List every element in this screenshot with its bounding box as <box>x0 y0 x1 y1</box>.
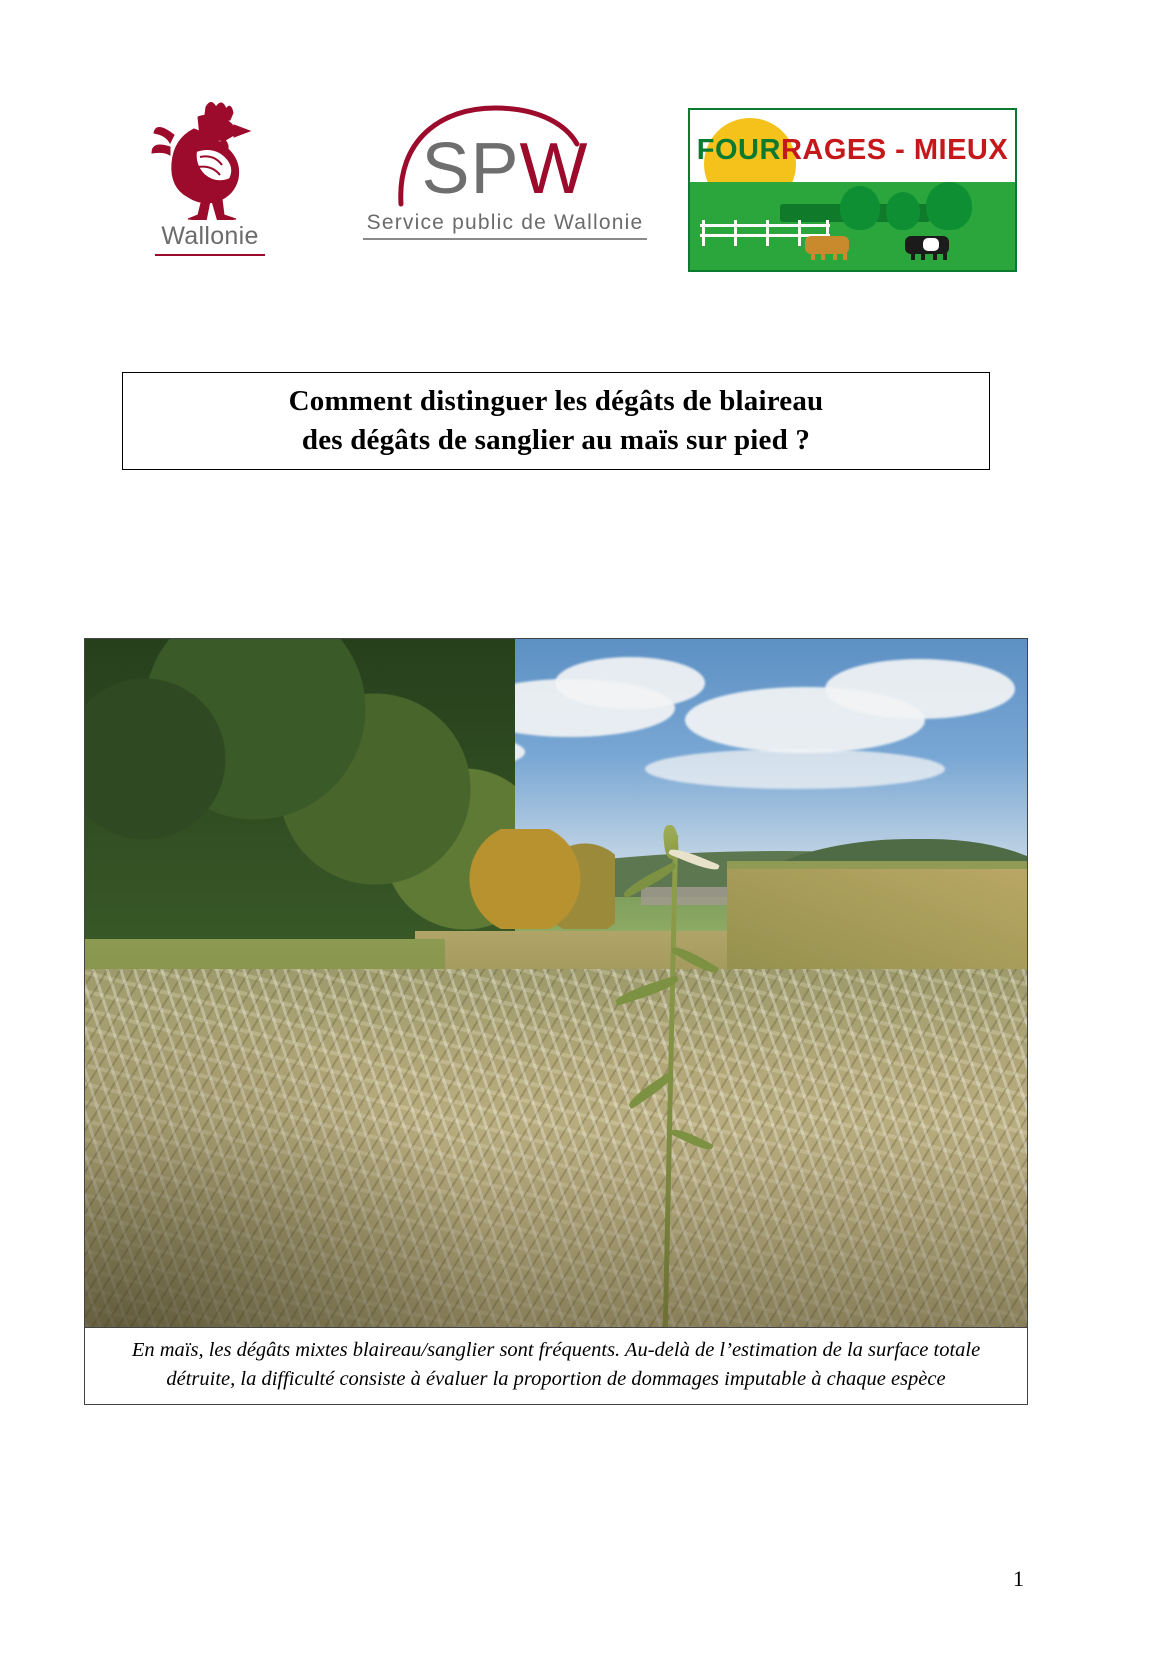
page-number: 1 <box>1013 1566 1024 1591</box>
figure-caption: En maïs, les dégâts mixtes blaireau/sanglier sont fréquents. Au-delà de l’estimation de la surface totale détruite, la difficulté consiste à évaluer la proportion de dommages imputable à chaque espèce <box>84 1328 1028 1405</box>
spw-acronym-w: W <box>519 129 589 209</box>
cloud <box>825 659 1015 719</box>
cow-icon <box>905 236 951 260</box>
ground-shadow-foreground <box>85 1121 1027 1327</box>
logo-fourrages-mieux-label <box>690 134 1015 167</box>
rooster-icon <box>140 90 280 220</box>
logo-spw <box>345 100 665 270</box>
spw-acronym <box>421 128 588 210</box>
lone-maize-plant <box>640 835 710 1328</box>
page-title <box>122 372 990 470</box>
logo-fourrages-mieux <box>688 108 1017 272</box>
tree-icon <box>926 182 972 230</box>
figure-photo-maize-damage <box>84 638 1028 1328</box>
cloud <box>645 749 945 789</box>
spw-arc-icon <box>345 100 665 210</box>
page-title-line-1: Comment distinguer les dégâts de blaireau <box>288 384 824 417</box>
fm-word-rages-mieux: RAGES - MIEUX <box>780 134 1009 166</box>
tree-icon <box>886 192 920 230</box>
page-title-line-2: des dégâts de sanglier au maïs sur pied ? <box>301 424 811 456</box>
logo-spw-label: Service public de Wallonie <box>363 210 648 240</box>
figure <box>84 638 1028 1398</box>
woodland <box>85 639 515 969</box>
tree-icon <box>840 186 880 230</box>
spw-acronym-sp: SP <box>421 129 520 209</box>
cow-icon <box>805 236 851 260</box>
header-logo-row <box>0 90 1172 280</box>
logo-wallonie-label: Wallonie <box>155 220 264 256</box>
cloud <box>555 657 705 709</box>
fm-word-four: FOUR <box>696 134 781 166</box>
logo-wallonie <box>140 90 280 270</box>
autumn-foliage <box>465 829 615 929</box>
